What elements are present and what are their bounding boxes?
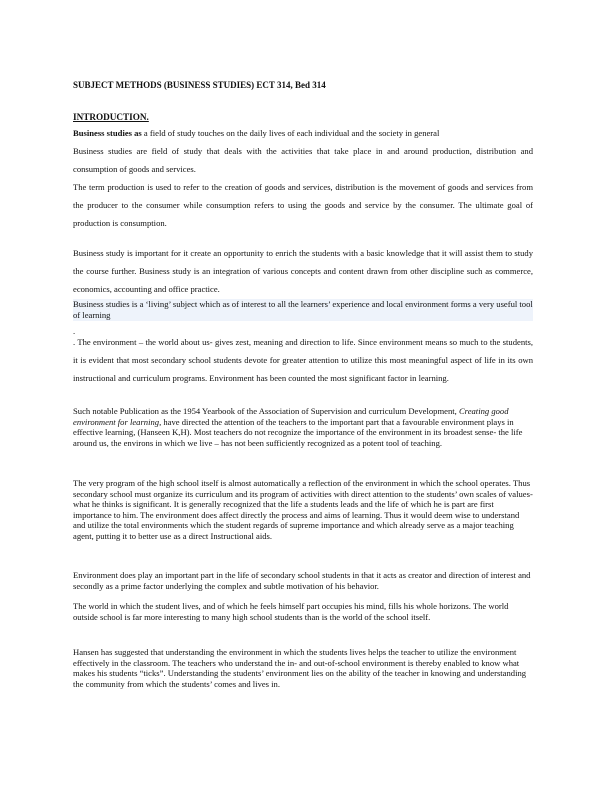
paragraph-student-world: The world in which the student lives, and of which he feels himself part occupies his mind, fills his whole horizons. The world outside school is far more interesting to many high school students than is the world of the school itself.	[73, 601, 509, 622]
paragraph-definition-text: a field of study touches on the daily lives of each individual and the society in general	[141, 128, 440, 138]
paragraph-production: The term production is used to refer to the creation of goods and services, distribution is the movement of goods and services from the producer to the consumer while consumption refers to using the goods and service by the consumer. The ultimate goal of production is consumption.	[73, 182, 533, 228]
paragraph-importance: Business study is important for it create an opportunity to enrich the students with a basic knowledge that it will assist them to study the course further. Business study is an integration of various concepts and content drawn from other discipline such as commerce, economics, accounting and office practice.	[73, 248, 533, 294]
paragraph-field-of-study: Business studies are field of study that deals with the activities that take place in and around production, distribution and consumption of goods and services.	[73, 146, 533, 174]
publication-title: Creating good environment for learning,	[73, 406, 509, 427]
paragraph-yearbook: Such notable Publication as the 1954 Yearbook of the Association of Supervision and curriculum Development, Creating good environment for learning, have directed the attention of the teachers to the important part that a favourable environment plays in effective learning, (Hanseen K,H). Most teachers do not recognize the importance of the environment in its broadest sense- the life around us, the environs in which we live – has not been sufficiently recognized as a potent tool of teaching.	[73, 406, 523, 448]
bold-lead-text: Business studies as	[73, 128, 142, 138]
stray-dot: .	[73, 326, 76, 336]
paragraph-definition	[73, 124, 533, 142]
paragraph-school-program: The very program of the high school itself is almost automatically a reflection of the environment in which the school operates. Thus secondary school must organize its curriculum and its program of activities with direct attention to the students’ own scales of values- what he thinks is significant. It is generally recognized that the life a students leads and the life of which he is part are first importance to him. The environment does affect directly the process and aims of learning. Thus it would deem wise to understand and utilize the total environments which the student regards of supreme importance and which already serve as a major teaching agent, putting it to better use as a direct Instructional aids.	[73, 478, 533, 541]
document-title: SUBJECT METHODS (BUSINESS STUDIES) ECT 314, Bed 314	[73, 80, 326, 90]
section-heading: INTRODUCTION.	[73, 112, 149, 122]
paragraph-hansen: Hansen has suggested that understanding the environment in which the students lives helps the teacher to utilize the environment effectively in the classroom. The teachers who understand the in- and out-of-school environment is thereby enabled to know what makes his students “ticks”. Understanding the students’ environment lies on the ability of the teacher in knowing and understanding the community from which the students’ comes and lives in.	[73, 647, 527, 689]
paragraph-environment: . The environment – the world about us- gives zest, meaning and direction to life. Since environment means so much to the students, it is evident that most secondary school students devote for greater attention to utilize this most meaningful aspect of life in its own instructional and curriculum programs. Environment has been counted the most significant factor in learning.	[73, 337, 533, 383]
paragraph-environment-role: Environment does play an important part in the life of secondary school students in that it acts as creator and direction of interest and secondly as a prime factor underlying the complex and subtle motivation of his behavior.	[73, 570, 531, 591]
paragraph-living-subject: Business studies is a ‘living’ subject which as of interest to all the learners’ experience and local environment forms a very useful tool of learning	[73, 299, 533, 320]
